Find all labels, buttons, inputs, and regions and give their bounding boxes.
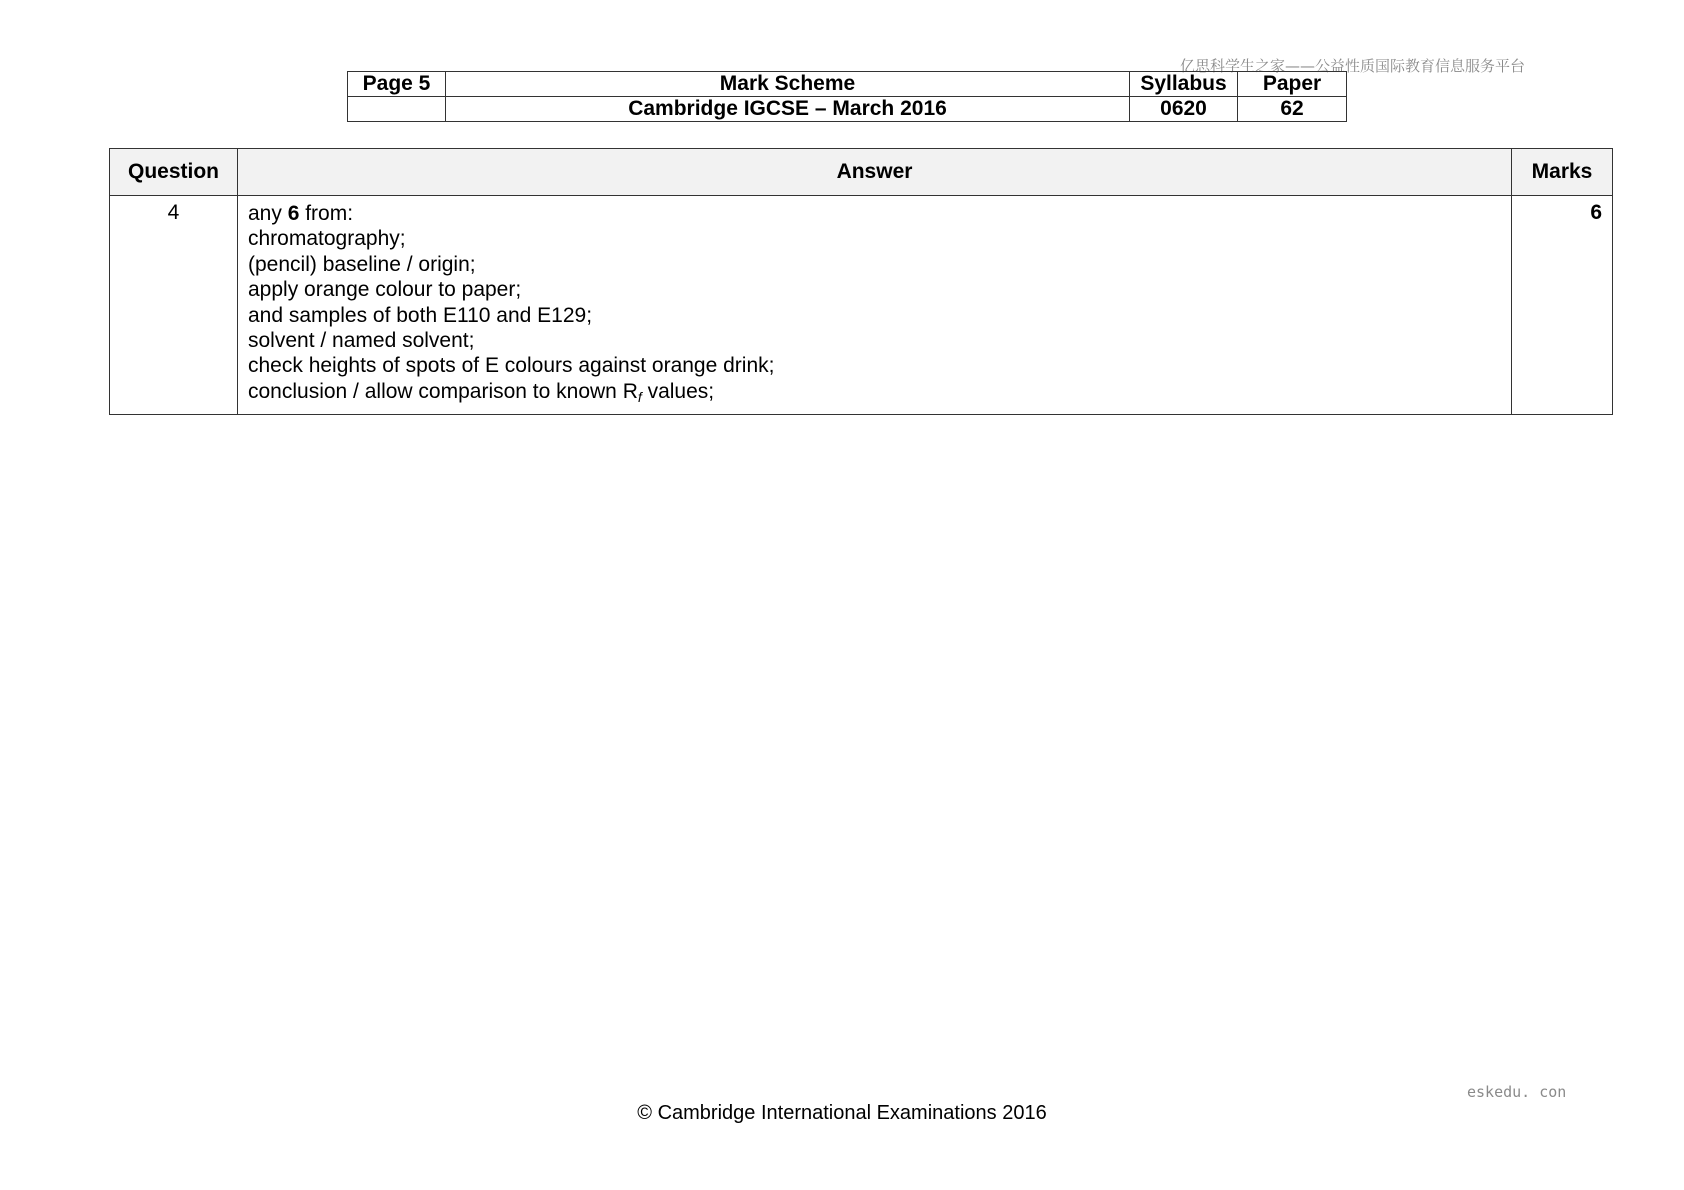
rf-subscript: f: [637, 388, 642, 405]
mark-scheme-table: [109, 148, 1613, 415]
answer-line: apply orange colour to paper;: [248, 278, 522, 302]
copyright-footer: © Cambridge International Examinations 2016: [637, 1102, 1047, 1124]
answer-line: check heights of spots of E colours against orange drink;: [248, 354, 775, 378]
paper-number: 62: [1238, 97, 1347, 122]
question-column-header: Question: [110, 149, 238, 196]
answer-line: and samples of both E110 and E129;: [248, 303, 593, 327]
answer-intro: [248, 201, 1501, 226]
question-number: 4: [110, 196, 238, 415]
document-title: Mark Scheme: [446, 72, 1130, 97]
empty-cell: [348, 97, 446, 122]
paper-label: Paper: [1238, 72, 1347, 97]
answer-line: (pencil) baseline / origin;: [248, 252, 476, 276]
answer-column-header: Answer: [238, 149, 1512, 196]
page-number: Page 5: [348, 72, 446, 97]
watermark-bottom: eskedu. con: [1467, 1083, 1567, 1101]
header-row-1: [348, 72, 1347, 97]
answer-line-last: [248, 379, 1501, 410]
answer-cell: [238, 196, 1512, 415]
answer-line: solvent / named solvent;: [248, 329, 475, 353]
intro-suffix: from:: [299, 202, 354, 225]
syllabus-label: Syllabus: [1130, 72, 1238, 97]
last-prefix: conclusion / allow comparison to known R: [248, 379, 638, 403]
marks-column-header: Marks: [1512, 149, 1613, 196]
marks-value: 6: [1512, 196, 1613, 415]
intro-count: 6: [287, 202, 300, 225]
document-subtitle: Cambridge IGCSE – March 2016: [446, 97, 1130, 122]
watermark-top: 亿思科学生之家——公益性质国际教育信息服务平台: [1180, 57, 1526, 75]
last-suffix: values;: [641, 379, 715, 403]
syllabus-code: 0620: [1130, 97, 1238, 122]
table-row: [110, 196, 1613, 415]
table-header-row: [110, 149, 1613, 196]
header-table: [347, 71, 1347, 122]
intro-prefix: any: [248, 202, 288, 225]
answer-line: chromatography;: [248, 227, 406, 251]
header-row-2: [348, 97, 1347, 122]
